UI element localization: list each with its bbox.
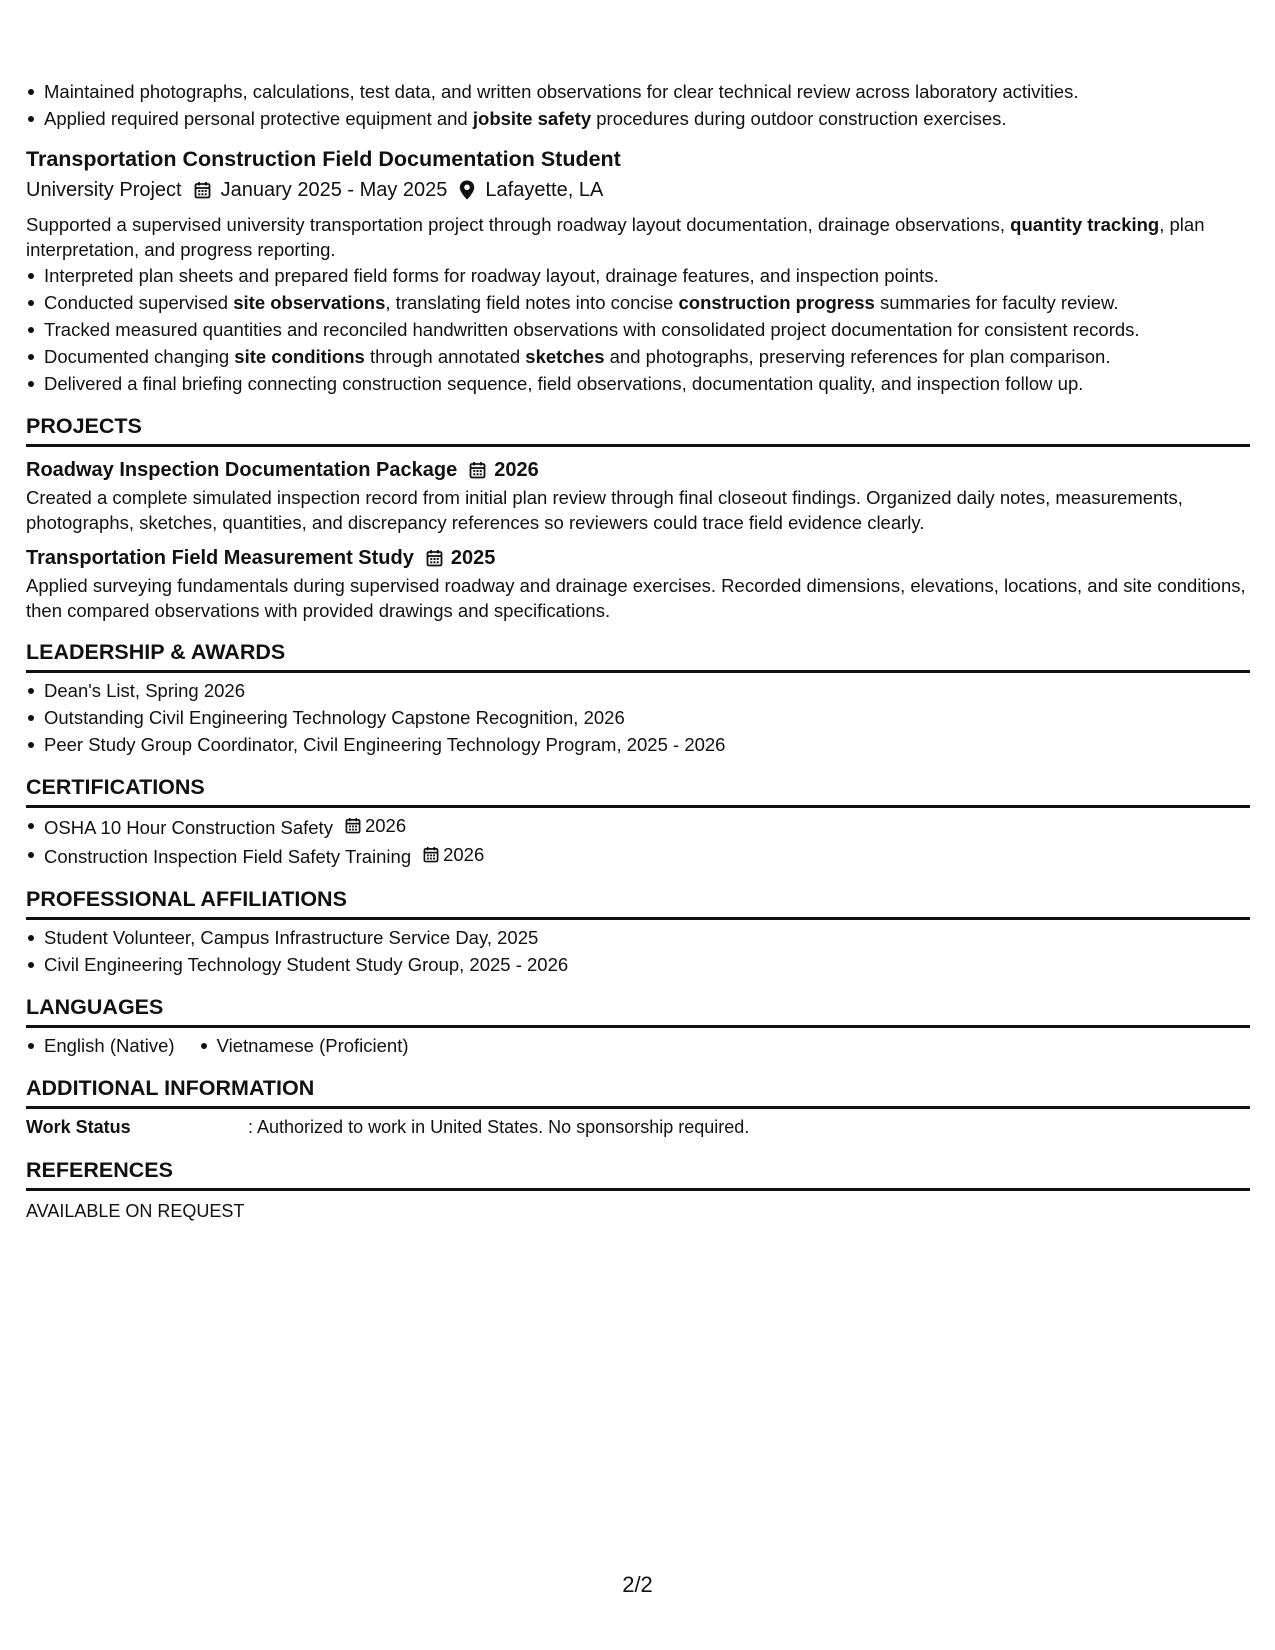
list-item [26,78,1250,105]
job-title: Transportation Construction Field Documentation Student [26,147,621,171]
job-summary [26,212,1250,262]
text-run: Applied required personal protective equipment and [44,108,473,129]
bold-keyword: site conditions [234,346,365,367]
text-run: Conducted supervised [44,292,234,313]
text-run: Interpreted plan sheets and prepared field forms for roadway layout, drainage features, and inspection points. [44,265,939,286]
project-year: 2026 [494,459,539,481]
section-heading-affiliations: PROFESSIONAL AFFILIATIONS [26,885,1250,920]
list-item: Peer Study Group Coordinator, Civil Engineering Technology Program, 2025 - 2026 [26,731,1250,758]
text-run: Tracked measured quantities and reconciled handwritten observations with consolidated project documentation for consistent records. [44,319,1140,340]
page-number: 2/2 [622,1572,653,1597]
project-title [26,543,1250,573]
job-dates: January 2025 - May 2025 [220,179,448,201]
calendar-icon [426,549,443,567]
text-run: and photographs, preserving references for plan comparison. [604,346,1111,367]
project-description: Applied surveying fundamentals during supervised roadway and drainage exercises. Recorded dimensions, elevations, locations, and site conditions, then compared observations with provided drawings and specifications. [26,575,1246,621]
references-text: AVAILABLE ON REQUEST [26,1201,245,1221]
list-item: Outstanding Civil Engineering Technology Capstone Recognition, 2026 [26,704,1250,731]
list-item: Vietnamese (Proficient) [199,1032,409,1059]
list-item [26,262,1250,289]
list-item [26,289,1250,316]
section-heading-references: REFERENCES [26,1156,1250,1191]
text-run: , plan interpretation, and progress reporting. [26,214,1205,260]
bold-keyword: construction progress [678,292,875,313]
bold-keyword: jobsite safety [472,108,592,129]
bold-keyword: quantity tracking [1010,214,1160,235]
list-item: Dean's List, Spring 2026 [26,677,1250,704]
text-run: Delivered a final briefing connecting construction sequence, field observations, documentation quality, and inspection follow up. [44,373,1084,394]
text-run: Supported a supervised university transportation project through roadway layout documentation, drainage observations, [26,214,1011,235]
section-heading-leadership: LEADERSHIP & AWARDS [26,638,1250,673]
cert-year: 2026 [443,844,485,865]
section-heading-languages: LANGUAGES [26,993,1250,1028]
work-status-row [26,1113,1250,1141]
project-name: Transportation Field Measurement Study [26,547,414,569]
section-heading-certifications: CERTIFICATIONS [26,773,1250,808]
leadership-list [26,677,1250,758]
calendar-icon [469,461,486,479]
calendar-icon [345,817,361,834]
calendar-icon [194,181,211,199]
list-item [26,343,1250,370]
text-run: summaries for faculty review. [874,292,1119,313]
cert-name: OSHA 10 Hour Construction Safety [44,817,333,838]
list-item: Civil Engineering Technology Student Study Group, 2025 - 2026 [26,951,1250,978]
project-name: Roadway Inspection Documentation Package [26,459,458,481]
calendar-icon [423,846,439,863]
list-item [26,316,1250,343]
list-item: English (Native) [26,1032,175,1059]
list-item [26,370,1250,397]
text-run: Maintained photographs, calculations, test data, and written observations for clear technical review across laboratory activities. [44,81,1079,102]
text-run: Documented changing [44,346,235,367]
certifications-list [26,812,1250,870]
text-run: procedures during outdoor construction exercises. [591,108,1007,129]
job-location: Lafayette, LA [485,179,604,201]
resume-page [26,78,1250,1225]
project-description: Created a complete simulated inspection record from initial plan review through final closeout findings. Organized daily notes, measurements, photographs, sketches, quantities, and discrepancy references so reviewers could trace field evidence clearly. [26,487,1183,533]
section-heading-additional: ADDITIONAL INFORMATION [26,1074,1250,1109]
list-item: Student Volunteer, Campus Infrastructure Service Day, 2025 [26,924,1250,951]
job-bullet-list [26,262,1250,397]
cert-name: Construction Inspection Field Safety Training [44,846,412,867]
text-run: , translating field notes into concise [385,292,679,313]
section-heading-projects: PROJECTS [26,412,1250,447]
languages-list [26,1032,1250,1059]
work-status-label: Work Status [26,1117,131,1137]
affiliations-list [26,924,1250,978]
bold-keyword: sketches [525,346,605,367]
job-org: University Project [26,179,182,201]
work-status-value: : Authorized to work in United States. No sponsorship required. [248,1117,750,1137]
list-item [26,105,1250,132]
bold-keyword: site observations [233,292,386,313]
list-item [26,812,1250,841]
project-title [26,455,1250,485]
text-run: through annotated [364,346,526,367]
map-pin-icon [459,180,475,200]
cert-year: 2026 [364,815,407,836]
project-year: 2025 [450,547,496,569]
list-item [26,841,1250,870]
job-meta [26,174,1250,206]
top-bullet-list [26,78,1250,132]
